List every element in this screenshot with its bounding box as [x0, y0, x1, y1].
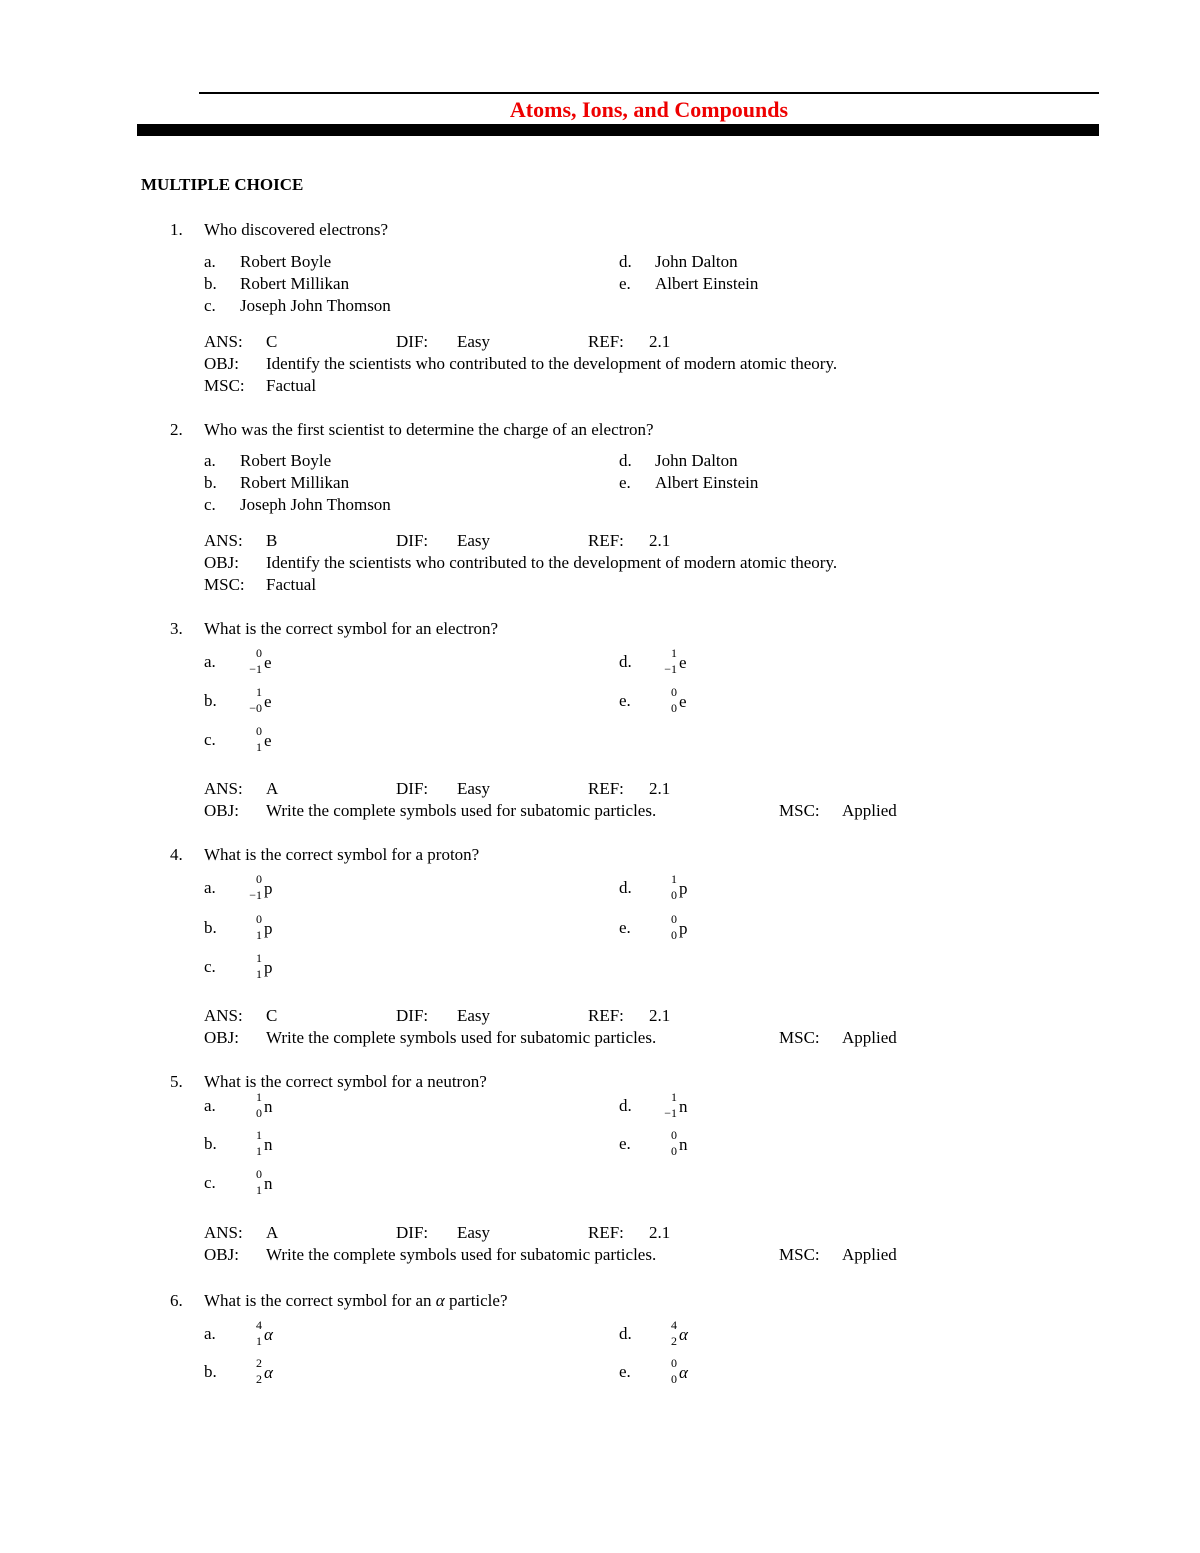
charge-number: 1 — [256, 740, 262, 754]
particle-symbol: n — [679, 1135, 688, 1154]
proton-symbol — [240, 952, 300, 992]
question-text — [204, 1291, 508, 1311]
msc-label: MSC: — [779, 1245, 820, 1264]
electron-symbol — [240, 647, 300, 687]
ans-value: C — [266, 332, 278, 351]
mass-number: 1 — [256, 951, 262, 965]
alpha-particle-symbol — [655, 1319, 715, 1359]
option-letter: a. — [204, 252, 216, 271]
ans-value: A — [266, 779, 279, 798]
charge-number: 1 — [256, 967, 262, 981]
option-letter: e. — [619, 1362, 631, 1381]
mass-number: 1 — [256, 1090, 262, 1104]
msc-label: MSC: — [779, 801, 820, 820]
mass-number: 1 — [256, 685, 262, 699]
question-number: 2. — [170, 420, 183, 439]
ref-value: 2.1 — [649, 531, 671, 550]
option-letter: a. — [204, 1324, 216, 1343]
option-text: Albert Einstein — [655, 473, 759, 492]
charge-number: 0 — [671, 701, 677, 715]
option-text: Robert Millikan — [240, 473, 350, 492]
particle-symbol: p — [264, 879, 273, 898]
alpha-particle-symbol — [655, 1357, 715, 1397]
dif-value: Easy — [457, 332, 491, 351]
msc-label: MSC: — [779, 1028, 820, 1047]
option-letter: a. — [204, 451, 216, 470]
ref-value: 2.1 — [649, 1006, 671, 1025]
ans-label: ANS: — [204, 531, 243, 550]
obj-label: OBJ: — [204, 1028, 239, 1047]
particle-symbol: e — [264, 653, 272, 672]
mass-number: 0 — [256, 872, 262, 886]
msc-value: Applied — [842, 801, 897, 820]
particle-symbol: n — [264, 1135, 273, 1154]
option-letter: b. — [204, 274, 217, 293]
dif-value: Easy — [457, 531, 491, 550]
particle-symbol: α — [679, 1325, 688, 1344]
particle-symbol: n — [679, 1097, 688, 1116]
mass-number: 1 — [671, 646, 677, 660]
ans-value: B — [266, 531, 278, 550]
electron-symbol — [655, 686, 715, 726]
electron-symbol — [240, 725, 300, 765]
option-letter: d. — [619, 252, 632, 271]
option-letter: d. — [619, 1324, 632, 1343]
proton-symbol — [240, 913, 300, 953]
obj-value: Write the complete symbols used for subatomic particles. — [266, 1245, 657, 1264]
mass-number: 0 — [256, 1167, 262, 1181]
charge-number: 0 — [671, 888, 677, 902]
mass-number: 0 — [256, 646, 262, 660]
particle-symbol: α — [264, 1363, 273, 1382]
question-text: What is the correct symbol for an electron? — [204, 619, 499, 638]
mass-number: 0 — [256, 724, 262, 738]
option-text: Robert Millikan — [240, 274, 350, 293]
proton-symbol — [655, 873, 715, 913]
particle-symbol: e — [679, 692, 687, 711]
particle-symbol: α — [264, 1325, 273, 1344]
option-letter: a. — [204, 1096, 216, 1115]
msc-label: MSC: — [204, 575, 245, 594]
question-number: 5. — [170, 1072, 183, 1091]
question-text: Who discovered electrons? — [204, 220, 389, 239]
mass-number: 0 — [671, 685, 677, 699]
option-text: Robert Boyle — [240, 451, 332, 470]
neutron-symbol — [240, 1168, 300, 1208]
obj-value: Write the complete symbols used for subatomic particles. — [266, 1028, 657, 1047]
option-letter: b. — [204, 473, 217, 492]
option-letter: d. — [619, 451, 632, 470]
proton-symbol — [655, 913, 715, 953]
question-number: 3. — [170, 619, 183, 638]
charge-number: 0 — [671, 928, 677, 942]
option-letter: e. — [619, 918, 631, 937]
question-number: 1. — [170, 220, 183, 239]
ans-label: ANS: — [204, 332, 243, 351]
obj-value: Write the complete symbols used for subatomic particles. — [266, 801, 657, 820]
mass-number: 1 — [671, 872, 677, 886]
alpha-symbol: α — [435, 1291, 445, 1310]
mass-number: 0 — [671, 1128, 677, 1142]
electron-symbol — [655, 647, 715, 687]
charge-number: 2 — [671, 1334, 677, 1348]
option-letter: b. — [204, 1134, 217, 1153]
obj-label: OBJ: — [204, 801, 239, 820]
ans-label: ANS: — [204, 1223, 243, 1242]
charge-number: 1 — [256, 1183, 262, 1197]
ref-label: REF: — [588, 332, 624, 351]
particle-symbol: n — [264, 1097, 273, 1116]
question-text: Who was the first scientist to determine the charge of an electron? — [204, 420, 654, 439]
section-heading: MULTIPLE CHOICE — [141, 175, 304, 194]
dif-label: DIF: — [396, 531, 429, 550]
particle-symbol: n — [264, 1174, 273, 1193]
option-letter: e. — [619, 691, 631, 710]
ref-label: REF: — [588, 1006, 624, 1025]
question-text: What is the correct symbol for a proton? — [204, 845, 480, 864]
ref-value: 2.1 — [649, 779, 671, 798]
ans-value: C — [266, 1006, 278, 1025]
mass-number: 4 — [256, 1318, 262, 1332]
ans-label: ANS: — [204, 1006, 243, 1025]
charge-number: −1 — [664, 662, 677, 676]
ans-value: A — [266, 1223, 279, 1242]
question-number: 6. — [170, 1291, 183, 1310]
option-letter: c. — [204, 1173, 216, 1192]
question-text: What is the correct symbol for a neutron? — [204, 1072, 487, 1091]
charge-number: −0 — [249, 701, 262, 715]
msc-value: Factual — [266, 575, 317, 594]
charge-number: 1 — [256, 928, 262, 942]
mass-number: 4 — [671, 1318, 677, 1332]
particle-symbol: e — [264, 692, 272, 711]
ref-value: 2.1 — [649, 332, 671, 351]
obj-value: Identify the scientists who contributed to the development of modern atomic theory. — [266, 354, 838, 373]
msc-label: MSC: — [204, 376, 245, 395]
obj-label: OBJ: — [204, 553, 239, 572]
msc-value: Applied — [842, 1245, 897, 1264]
dif-label: DIF: — [396, 332, 429, 351]
dif-value: Easy — [457, 1006, 491, 1025]
option-letter: c. — [204, 730, 216, 749]
charge-number: 0 — [671, 1144, 677, 1158]
option-letter: d. — [619, 878, 632, 897]
header-rule-thick — [137, 124, 1099, 136]
neutron-symbol — [240, 1091, 300, 1131]
neutron-symbol — [240, 1129, 300, 1169]
neutron-symbol — [655, 1091, 715, 1131]
dif-value: Easy — [457, 779, 491, 798]
option-letter: e. — [619, 1134, 631, 1153]
msc-value: Factual — [266, 376, 317, 395]
charge-number: −1 — [249, 888, 262, 902]
ref-label: REF: — [588, 1223, 624, 1242]
charge-number: 1 — [256, 1334, 262, 1348]
dif-label: DIF: — [396, 1006, 429, 1025]
page-title: Atoms, Ions, and Compounds — [509, 97, 789, 122]
option-text: Joseph John Thomson — [240, 296, 391, 315]
option-letter: c. — [204, 296, 216, 315]
option-letter: d. — [619, 1096, 632, 1115]
charge-number: −1 — [664, 1106, 677, 1120]
charge-number: 0 — [256, 1106, 262, 1120]
dif-value: Easy — [457, 1223, 491, 1242]
header-rule-thin — [199, 92, 1099, 94]
ref-value: 2.1 — [649, 1223, 671, 1242]
question-text-end: particle? — [444, 1291, 508, 1310]
neutron-symbol — [655, 1129, 715, 1169]
charge-number: −1 — [249, 662, 262, 676]
particle-symbol: e — [264, 731, 272, 750]
option-letter: e. — [619, 274, 631, 293]
mass-number: 1 — [256, 1128, 262, 1142]
option-text: Joseph John Thomson — [240, 495, 391, 514]
particle-symbol: p — [679, 919, 688, 938]
option-text: Albert Einstein — [655, 274, 759, 293]
option-letter: b. — [204, 918, 217, 937]
option-letter: d. — [619, 652, 632, 671]
charge-number: 2 — [256, 1372, 262, 1386]
charge-number: 0 — [671, 1372, 677, 1386]
option-letter: e. — [619, 473, 631, 492]
option-letter: b. — [204, 1362, 217, 1381]
charge-number: 1 — [256, 1144, 262, 1158]
particle-symbol: α — [679, 1363, 688, 1382]
mass-number: 2 — [256, 1356, 262, 1370]
alpha-particle-symbol — [240, 1319, 300, 1359]
particle-symbol: e — [679, 653, 687, 672]
particle-symbol: p — [264, 958, 273, 977]
ref-label: REF: — [588, 531, 624, 550]
option-letter: a. — [204, 652, 216, 671]
dif-label: DIF: — [396, 1223, 429, 1242]
mass-number: 1 — [671, 1090, 677, 1104]
particle-symbol: p — [679, 879, 688, 898]
msc-value: Applied — [842, 1028, 897, 1047]
mass-number: 0 — [671, 1356, 677, 1370]
alpha-particle-symbol — [240, 1357, 300, 1397]
obj-label: OBJ: — [204, 354, 239, 373]
mass-number: 0 — [256, 912, 262, 926]
option-text: John Dalton — [655, 451, 738, 470]
ans-label: ANS: — [204, 779, 243, 798]
option-letter: b. — [204, 691, 217, 710]
option-text: John Dalton — [655, 252, 738, 271]
mass-number: 0 — [671, 912, 677, 926]
question-text-start: What is the correct symbol for an — [204, 1291, 436, 1310]
option-letter: c. — [204, 495, 216, 514]
electron-symbol — [240, 686, 300, 726]
obj-label: OBJ: — [204, 1245, 239, 1264]
proton-symbol — [240, 873, 300, 913]
question-number: 4. — [170, 845, 183, 864]
option-text: Robert Boyle — [240, 252, 332, 271]
option-letter: c. — [204, 957, 216, 976]
particle-symbol: p — [264, 919, 273, 938]
option-letter: a. — [204, 878, 216, 897]
dif-label: DIF: — [396, 779, 429, 798]
obj-value: Identify the scientists who contributed to the development of modern atomic theory. — [266, 553, 838, 572]
ref-label: REF: — [588, 779, 624, 798]
